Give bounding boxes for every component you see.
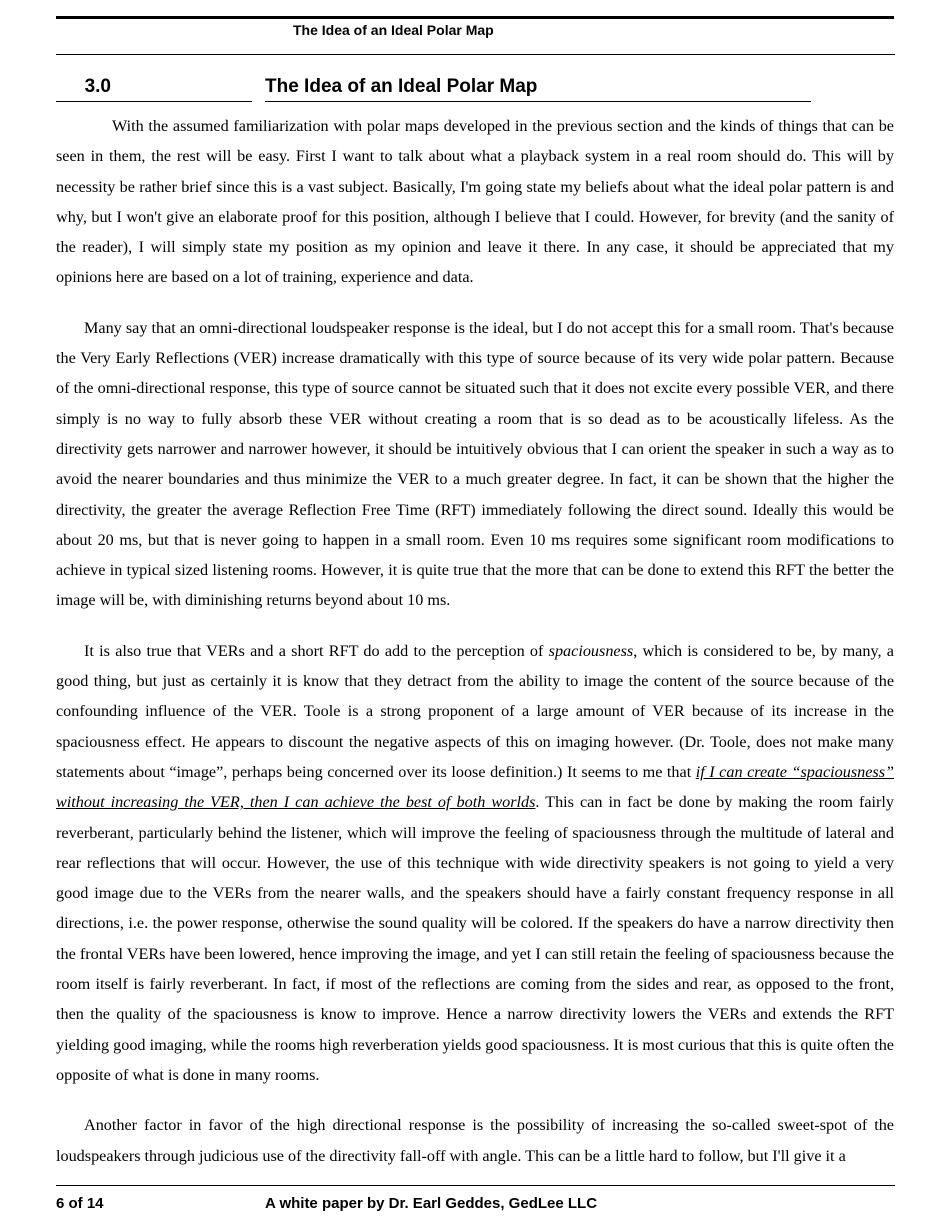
paragraph-4: Another factor in favor of the high directional response is the possibility of increasing the so-called sweet-spot of the loudspeakers through judicious use of the directivity fall-off with angle. This can be a little hard to follow, but I'll give it a <box>56 1116 894 1165</box>
header-bottom-rule <box>56 54 895 55</box>
section-title-underline <box>265 101 811 102</box>
page-number: 6 of 14 <box>56 1195 104 1212</box>
paragraph-3 <box>56 636 894 1090</box>
section-heading <box>56 76 811 103</box>
running-header-title: The Idea of an Ideal Polar Map <box>293 22 494 38</box>
paragraph-3-middle: , which is considered to be, by many, a good thing, but just as certainly it is know that they detract from the ability to image the content of the source because of the confounding influence of the VER. Toole is a strong proponent of a large amount of VER because of its increase in the spaciousness effect. He appears to discount the negative aspects of this on imaging however. (Dr. Toole, does not make many statements about “image”, perhaps being concerned over its loose definition.) It seems to me that <box>56 641 894 781</box>
paragraph-3-intro: It is also true that VERs and a short RFT do add to the perception of <box>84 641 549 660</box>
section-number-underline <box>56 101 252 102</box>
footer-rule <box>56 1185 895 1186</box>
section-title: The Idea of an Ideal Polar Map <box>265 76 538 97</box>
key-statement-underlined: if I can create “spaciousness” without increasing the VER, then I can achieve the best of both worlds <box>56 762 894 812</box>
paragraph-1: With the assumed familiarization with polar maps developed in the previous section and the kinds of things that can be seen in them, the rest will be easy. First I want to talk about what a playback system in a real room should do. This will by necessity be rather brief since this is a vast subject. Basically, I'm going state my beliefs about what the ideal polar pattern is and why, but I won't give an elaborate proof for this position, although I believe that I could. However, for brevity (and the sanity of the reader), I will simply state my position as my opinion and leave it there. In any case, it should be appreciated that my opinions here are based on a lot of training, experience and data. <box>56 117 894 287</box>
header-top-rule <box>56 16 894 19</box>
spaciousness-emphasis: spaciousness <box>548 641 634 660</box>
body-text <box>56 111 894 1171</box>
section-number: 3.0 <box>84 76 111 97</box>
footer-credit: A white paper by Dr. Earl Geddes, GedLee LLC <box>265 1195 598 1212</box>
paragraph-2: Many say that an omni-directional loudspeaker response is the ideal, but I do not accept this for a small room. That's because the Very Early Reflections (VER) increase dramatically with this type of source because of its very wide polar pattern. Because of the omni-directional response, this type of source cannot be situated such that it does not excite every possible VER, and there simply is no way to fully absorb these VER without creating a room that is so dead as to be acoustically lifeless. As the directivity gets narrower and narrower however, it should be intuitively obvious that I can orient the speaker in such a way as to avoid the nearer boundaries and thus minimize the VER to a much greater degree. In fact, it can be shown that the higher the directivity, the greater the average Reflection Free Time (RFT) immediately following the direct sound. Ideally this would be about 20 ms, but that is never going to happen in a small room. Even 10 ms requires some significant room modifications to achieve in typical sized listening rooms. However, it is quite true that the more that can be done to extend this RFT the better the image will be, with diminishing returns beyond about 10 ms. <box>56 318 894 610</box>
paragraph-3-end: . This can in fact be done by making the room fairly reverberant, particularly behind the listener, which will improve the feeling of spaciousness through the multitude of lateral and rear reflections that will occur. However, the use of this technique with wide directivity speakers is not going to yield a very good image due to the VERs from the nearer walls, and the speakers should have a fairly constant frequency response in all directions, i.e. the power response, otherwise the sound quality will be colored. If the speakers do have a narrow directivity then the frontal VERs have been lowered, hence improving the image, and yet I can still retain the feeling of spaciousness because the room itself is fairly reverberant. In fact, if most of the reflections are coming from the sides and rear, as opposed to the front, then the quality of the spaciousness is know to improve. Hence a narrow directivity lowers the VERs and extends the RFT yielding good imaging, while the rooms high reverberation yields good spaciousness. It is most curious that this is quite often the opposite of what is done in many rooms. <box>56 793 894 1084</box>
